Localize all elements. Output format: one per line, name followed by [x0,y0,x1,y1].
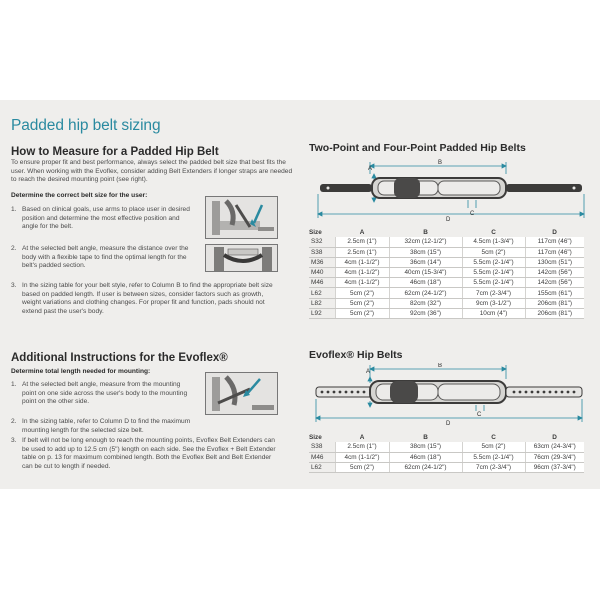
measure-heading: How to Measure for a Padded Hip Belt [11,146,219,158]
col-header-size: Size [309,228,322,236]
cell-size: L62 [309,462,335,472]
cell-a: 4cm (1-1/2") [335,278,389,288]
cell-c: 5.5cm (2-1/4") [462,278,525,288]
cell-a: 4cm (1-1/2") [335,268,389,278]
step-number: 3. [11,282,17,289]
cell-d: 96cm (37-3/4") [525,462,584,472]
dim-c-label: C [477,412,482,418]
cell-a: 2.5cm (1") [335,237,389,247]
table-row [309,452,584,462]
cell-b: 38cm (15") [389,247,462,257]
table-row [309,237,584,247]
cell-a: 5cm (2") [335,298,389,308]
two-point-size-table [309,227,584,319]
cell-b: 62cm (24-1/2") [389,462,462,472]
col-header-size: Size [309,433,322,441]
evoflex-heading: Evoflex® Hip Belts [309,349,403,361]
cell-size: M46 [309,452,335,462]
cell-size: M36 [309,257,335,267]
cell-a: 2.5cm (1") [335,442,389,452]
step-number: 1. [11,381,17,388]
dim-d-label: D [446,217,451,223]
tape-measure-illustration [205,244,278,272]
measure-intro: To ensure proper fit and best performance, always select the padded belt size that best fits the user. When working with the Evoflex, consider adding Belt Extenders if longer straps are needed to reach the desired mounting point (see right). [11,159,293,184]
evoflex-size-table [309,432,584,473]
col-header-b: B [423,433,428,441]
col-header-c: C [491,433,496,441]
step-number: 1. [11,206,17,213]
step-number: 2. [11,418,17,425]
cell-d: 63cm (24-3/4") [525,442,584,452]
wheelchair-position-illustration [205,196,278,239]
cell-c: 5.5cm (2-1/4") [462,452,525,462]
step-text: At the selected belt angle, measure the distance over the body with a flexible tape to find the optimal length for the belt's padded section. [22,245,189,270]
step-number: 2. [11,245,17,252]
cell-d: 117cm (46") [525,237,584,247]
cell-a: 4cm (1-1/2") [335,257,389,267]
cell-size: M40 [309,268,335,278]
cell-b: 92cm (36") [389,308,462,318]
col-header-d: D [552,433,557,441]
table-row [309,298,584,308]
evoflex-belt-diagram [308,363,590,427]
step-number: 3. [11,437,17,444]
cell-d: 142cm (56") [525,278,584,288]
cell-b: 46cm (18") [389,452,462,462]
col-header-d: D [552,228,557,236]
cell-b: 62cm (24-1/2") [389,288,462,298]
cell-size: L92 [309,308,335,318]
measure-step-1 [11,206,191,232]
cell-b: 32cm (12-1/2") [389,237,462,247]
col-header-b: B [423,228,428,236]
col-header-a: A [359,228,365,236]
cell-a: 5cm (2") [335,288,389,298]
step-text: If belt will not be long enough to reach the mounting points, Evoflex Belt Extenders can be used to add up to 12.5 cm (5") length on each side. See the Evoflex + Belt Extender table on p. 13 for maximum combined length. Both the Evoflex Belt and Belt Extender can be cut to length if needed. [22,437,276,470]
cell-c: 5cm (2") [462,442,525,452]
cell-size: M46 [309,278,335,288]
cell-c: 7cm (2-3/4") [462,462,525,472]
cell-c: 4.5cm (1-3/4") [462,237,525,247]
table-row [309,278,584,288]
col-header-a: A [359,433,365,441]
step-text: At the selected belt angle, measure from the mounting point on one side across the user's body to the mounting point on the other side. [22,381,188,406]
dim-b-label: B [438,160,443,166]
cell-d: 142cm (56") [525,268,584,278]
cell-b: 36cm (14") [389,257,462,267]
two-point-heading: Two-Point and Four-Point Padded Hip Belts [309,142,526,154]
table-row [309,308,584,318]
cell-size: L62 [309,288,335,298]
cell-size: S32 [309,237,335,247]
cell-d: 76cm (29-3/4") [525,452,584,462]
cell-b: 40cm (15-3/4") [389,268,462,278]
cell-c: 5.5cm (2-1/4") [462,257,525,267]
evoflex-instructions-subheading: Determine total length needed for mounting: [11,368,151,375]
mounting-measure-illustration [205,372,278,415]
col-header-c: C [491,228,496,236]
dim-b-label: B [438,363,443,369]
measure-subheading: Determine the correct belt size for the user: [11,192,148,199]
step-text: In the sizing table, refer to Column D to find the maximum mounting length for the selected size belt. [22,418,191,434]
cell-a: 4cm (1-1/2") [335,452,389,462]
dim-a-label: A [366,369,371,375]
cell-c: 5.5cm (2-1/4") [462,268,525,278]
table-row [309,288,584,298]
cell-a: 5cm (2") [335,308,389,318]
cell-c: 9cm (3-1/2") [462,298,525,308]
step-text: Based on clinical goals, use arms to place user in desired position and determine the most effective position and angle for the belt. [22,206,190,231]
cell-d: 206cm (81") [525,308,584,318]
cell-size: L82 [309,298,335,308]
two-point-belt-diagram [308,158,590,224]
dim-c-label: C [470,211,475,217]
page-title: Padded hip belt sizing [11,117,161,134]
dim-a-label: A [368,166,373,172]
cell-c: 7cm (2-3/4") [462,288,525,298]
evoflex-instructions-heading: Additional Instructions for the Evoflex® [11,352,228,364]
table-row [309,462,584,472]
cell-b: 38cm (15") [389,442,462,452]
table-row [309,247,584,257]
cell-size: S38 [309,442,335,452]
cell-a: 2.5cm (1") [335,247,389,257]
cell-c: 10cm (4") [462,308,525,318]
dim-d-label: D [446,421,451,427]
cell-d: 206cm (81") [525,298,584,308]
measure-step-3 [11,282,276,316]
cell-a: 5cm (2") [335,462,389,472]
cell-d: 117cm (46") [525,247,584,257]
evoflex-step-1 [11,381,196,407]
table-row [309,268,584,278]
evoflex-step-3 [11,437,281,471]
evoflex-step-2 [11,418,196,435]
cell-b: 46cm (18") [389,278,462,288]
cell-b: 82cm (32") [389,298,462,308]
cell-size: S38 [309,247,335,257]
table-row [309,442,584,452]
table-row [309,257,584,267]
cell-d: 130cm (51") [525,257,584,267]
measure-step-2 [11,245,191,271]
step-text: In the sizing table for your belt style, refer to Column B to find the appropriate belt size based on padded length. If user is between sizes, consider factors such as growth, weight variations and clothing changes. For proper fit and function, pads should not extend past the user's body. [22,282,273,315]
cell-c: 5cm (2") [462,247,525,257]
cell-d: 155cm (61") [525,288,584,298]
